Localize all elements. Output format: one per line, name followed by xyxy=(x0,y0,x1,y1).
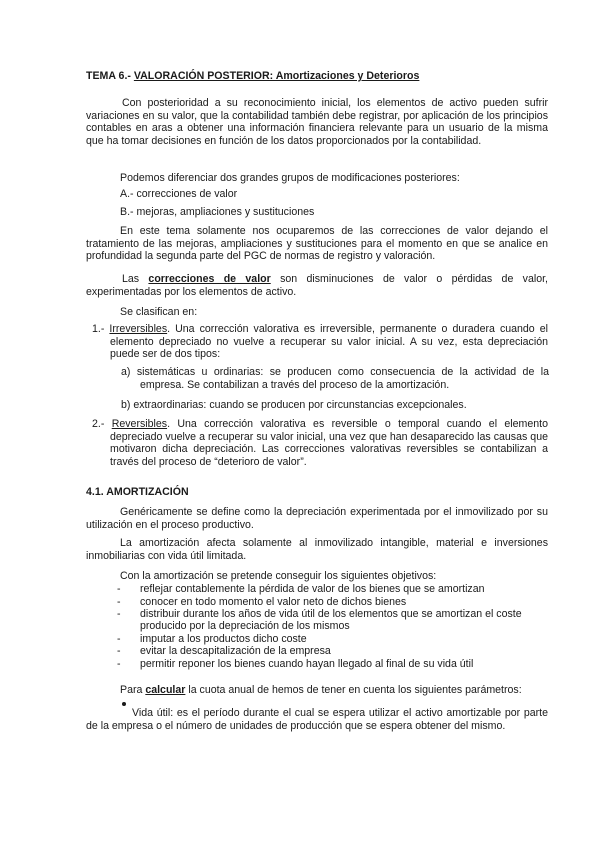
objective-text: conocer en todo momento el valor neto de dichos bienes xyxy=(140,596,407,608)
item1-num: 1.- xyxy=(92,323,110,335)
dash-marker: - xyxy=(117,608,121,620)
calc-pre: Para xyxy=(120,684,146,696)
objective-text: distribuir durante los años de vida útil de los elementos que se amortizan el coste producido por la depreciación de los mismos xyxy=(140,608,522,633)
item2-text: . Una corrección valorativa es reversible o temporal cuando el elemento depreciado vuelve a recuperar su valor inicial, una vez que han desaparecido las causas que motivaron dicha depreciación. Las correcciones valorativas reversibles se contabilizan a través del proceso de “deterioro de valor”. xyxy=(110,418,548,468)
objective-text: imputar a los productos dicho coste xyxy=(140,633,307,645)
item-irreversibles xyxy=(92,323,548,361)
objective-text: reflejar contablemente la pérdida de valor de los bienes que se amortizan xyxy=(140,583,485,595)
vida-util-paragraph: Vida útil: es el período durante el cual se espera utilizar el activo amortizable por parte de la empresa o el número de unidades de producción que se espera obtener del mismo. xyxy=(86,707,548,732)
intro-paragraph: Con posterioridad a su reconocimiento inicial, los elementos de activo pueden sufrir variaciones en su valor, que la contabilidad también debe registrar, por aplicación de los principios contables en aras a obtener una información financiera relevante para un usuario de la misma que ha tomar decisiones en función de los datos proporcionados por la contabilidad. xyxy=(86,97,548,147)
dash-marker: - xyxy=(117,633,121,645)
objectives-intro: Con la amortización se pretende conseguir los siguientes objetivos: xyxy=(120,570,437,582)
title-main: VALORACIÓN POSTERIOR: Amortizaciones y Deterioros xyxy=(133,70,420,82)
item2-num: 2.- xyxy=(92,418,112,430)
bullet-dot-icon xyxy=(122,702,126,706)
dash-marker: - xyxy=(117,658,121,670)
calc-post: la cuota anual de hemos de tener en cuenta los siguientes parámetros: xyxy=(185,684,522,696)
section-heading-amortizacion: 4.1. AMORTIZACIÓN xyxy=(86,486,189,498)
calc-term: calcular xyxy=(145,684,186,696)
dash-marker: - xyxy=(117,645,121,657)
intro-groups-sentence: Podemos diferenciar dos grandes grupos de modificaciones posteriores: xyxy=(120,172,460,184)
group-a: A.- correcciones de valor xyxy=(120,188,238,200)
classified-label: Se clasifican en: xyxy=(120,306,198,318)
corrections-definition xyxy=(86,273,548,298)
sub-item-a: a) sistemáticas u ordinarias: se producen como consecuencia de la actividad de la empresa. Se contabilizan a través del proceso de la amortización. xyxy=(121,366,549,391)
item-reversibles xyxy=(92,418,548,468)
objective-text: evitar la descapitalización de la empresa xyxy=(140,645,331,657)
group-b: B.- mejoras, ampliaciones y sustituciones xyxy=(120,206,315,218)
corrections-pre: Las xyxy=(122,273,149,285)
amortizacion-definition: Genéricamente se define como la depreciación experimentada por el inmovilizado por su utilización en el proceso productivo. xyxy=(86,506,548,531)
dash-marker: - xyxy=(117,583,121,595)
corrections-term: correcciones de valor xyxy=(148,273,271,285)
title-prefix: TEMA 6.- xyxy=(86,70,134,82)
dash-marker: - xyxy=(117,596,121,608)
calcular-sentence xyxy=(120,684,550,697)
sub-item-b: b) extraordinarias: cuando se producen por circunstancias excepcionales. xyxy=(121,399,467,411)
objective-text: permitir reponer los bienes cuando hayan llegado al final de su vida útil xyxy=(140,658,474,670)
item1-text: . Una corrección valorativa es irreversible, permanente o duradera cuando el elemento depreciado no vuelve a recuperar su valor inicial. A su vez, esta depreciación puede ser de dos tipos: xyxy=(110,323,548,361)
item1-term: Irreversibles xyxy=(109,323,168,335)
amortizacion-scope: La amortización afecta solamente al inmovilizado intangible, material e inversiones inmobiliarias con vida útil limitada. xyxy=(86,537,548,562)
page-title xyxy=(86,70,548,83)
corrections-post: son disminuciones de valor o pérdidas de valor, experimentadas por los elementos de activo. xyxy=(86,273,548,298)
item2-term: Reversibles xyxy=(111,418,168,430)
scope-paragraph: En este tema solamente nos ocuparemos de las correcciones de valor dejando el tratamiento de las mejoras, ampliaciones y sustituciones para el momento en que se analice en profundidad la segunda parte del PGC de normas de registro y valoración. xyxy=(86,225,548,263)
